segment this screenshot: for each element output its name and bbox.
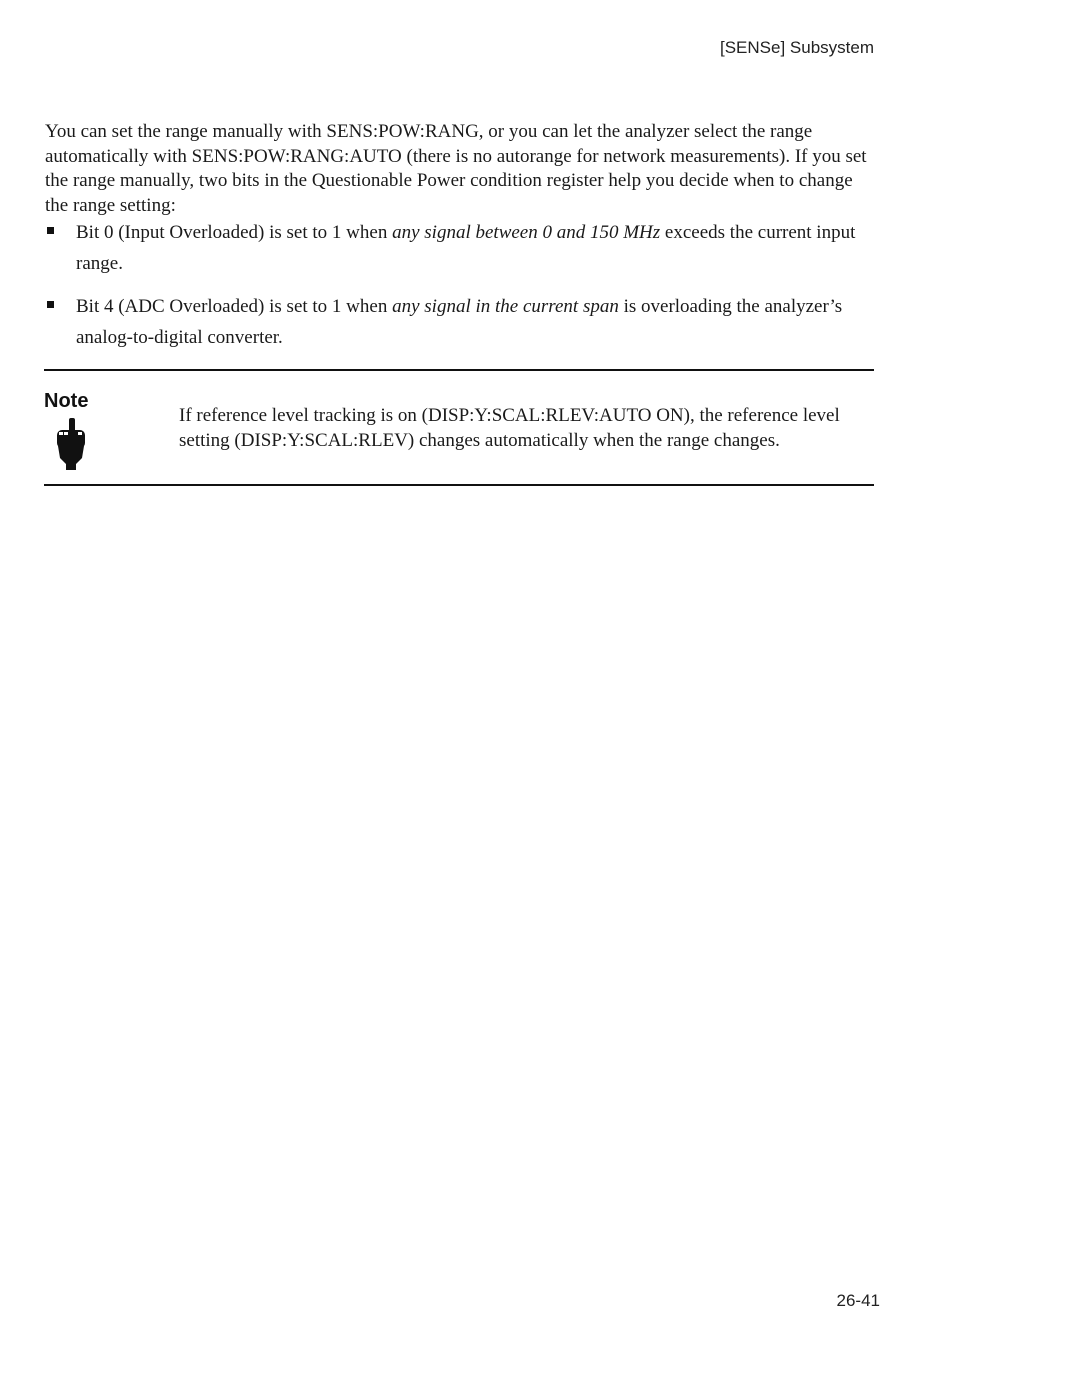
bullet-text-start: Bit 4 (ADC Overloaded) is set to 1 when bbox=[76, 296, 393, 317]
pointing-hand-icon bbox=[54, 416, 88, 472]
square-bullet-icon bbox=[47, 227, 54, 234]
bullet-emphasis: any signal between 0 and 150 MHz bbox=[392, 222, 661, 243]
bullet-text bbox=[76, 217, 865, 279]
bullet-text-end: exceeds the current input range. bbox=[76, 222, 856, 274]
note-bottom-divider bbox=[44, 484, 874, 486]
list-item bbox=[45, 291, 865, 353]
note-top-divider bbox=[44, 369, 874, 371]
intro-paragraph: You can set the range manually with SENS:POW:RANG, or you can let the analyzer select the range automatically with SENS:POW:RANG:AUTO (there is no autorange for network measurements). If you set the range manually, two bits in the Questionable Power condition register help you decide when to change the range setting: bbox=[45, 121, 867, 216]
note-text: If reference level tracking is on (DISP:Y:SCAL:RLEV:AUTO ON), the reference level setting (DISP:Y:SCAL:RLEV) changes automatically when the range changes. bbox=[179, 405, 840, 451]
list-item bbox=[45, 217, 865, 279]
bullet-emphasis: any signal in the current span bbox=[392, 296, 619, 317]
note-label: Note bbox=[44, 390, 89, 412]
running-head: [SENSe] Subsystem bbox=[719, 38, 874, 57]
square-bullet-icon bbox=[47, 301, 54, 308]
bullet-text-start: Bit 0 (Input Overloaded) is set to 1 when bbox=[76, 222, 393, 243]
bullet-text bbox=[76, 291, 865, 353]
bullet-text-end: is overloading the analyzer’s analog-to-digital converter. bbox=[76, 296, 843, 348]
page-number: 26-41 bbox=[836, 1291, 880, 1310]
